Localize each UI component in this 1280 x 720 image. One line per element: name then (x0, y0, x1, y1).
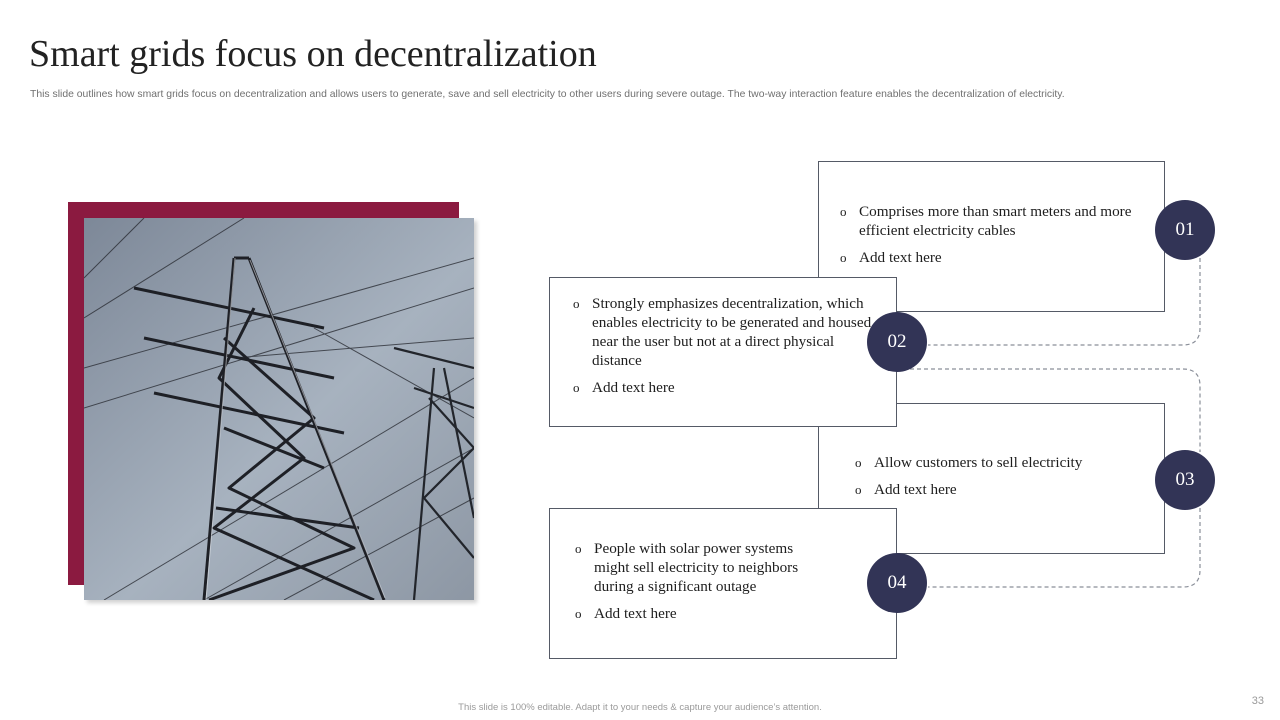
card-03-point: o Add text here (855, 480, 1145, 499)
card-04 (549, 508, 897, 659)
step-badge-01: 01 (1155, 200, 1215, 260)
step-badge-04: 04 (867, 553, 927, 613)
page-number: 33 (1251, 695, 1264, 707)
card-02-point: o Add text here (573, 378, 873, 397)
card-04-point: o Add text here (575, 604, 830, 623)
card-01-point: o Add text here (840, 248, 1140, 267)
card-02-point: o Strongly emphasizes decentralization, which enables electricity to be generated and housed near the user but not at a direct physical distance (573, 294, 873, 370)
step-badge-02: 02 (867, 312, 927, 372)
card-01-point: o Comprises more than smart meters and more efficient electricity cables (840, 202, 1140, 240)
slide-footer: This slide is 100% editable. Adapt it to your needs & capture your audience’s attention. (458, 702, 822, 713)
card-03-point: o Allow customers to sell electricity (855, 453, 1145, 472)
card-04-point: o People with solar power systems might sell electricity to neighbors during a significant outage (575, 539, 830, 596)
card-02 (549, 277, 897, 427)
step-badge-03: 03 (1155, 450, 1215, 510)
slide-subtitle: This slide outlines how smart grids focus on decentralization and allows users to generate, save and sell electricity to other users during severe outage. The two-way interaction feature enables the decentralization of electricity. (30, 89, 1065, 100)
slide-title: Smart grids focus on decentralization (29, 33, 597, 75)
